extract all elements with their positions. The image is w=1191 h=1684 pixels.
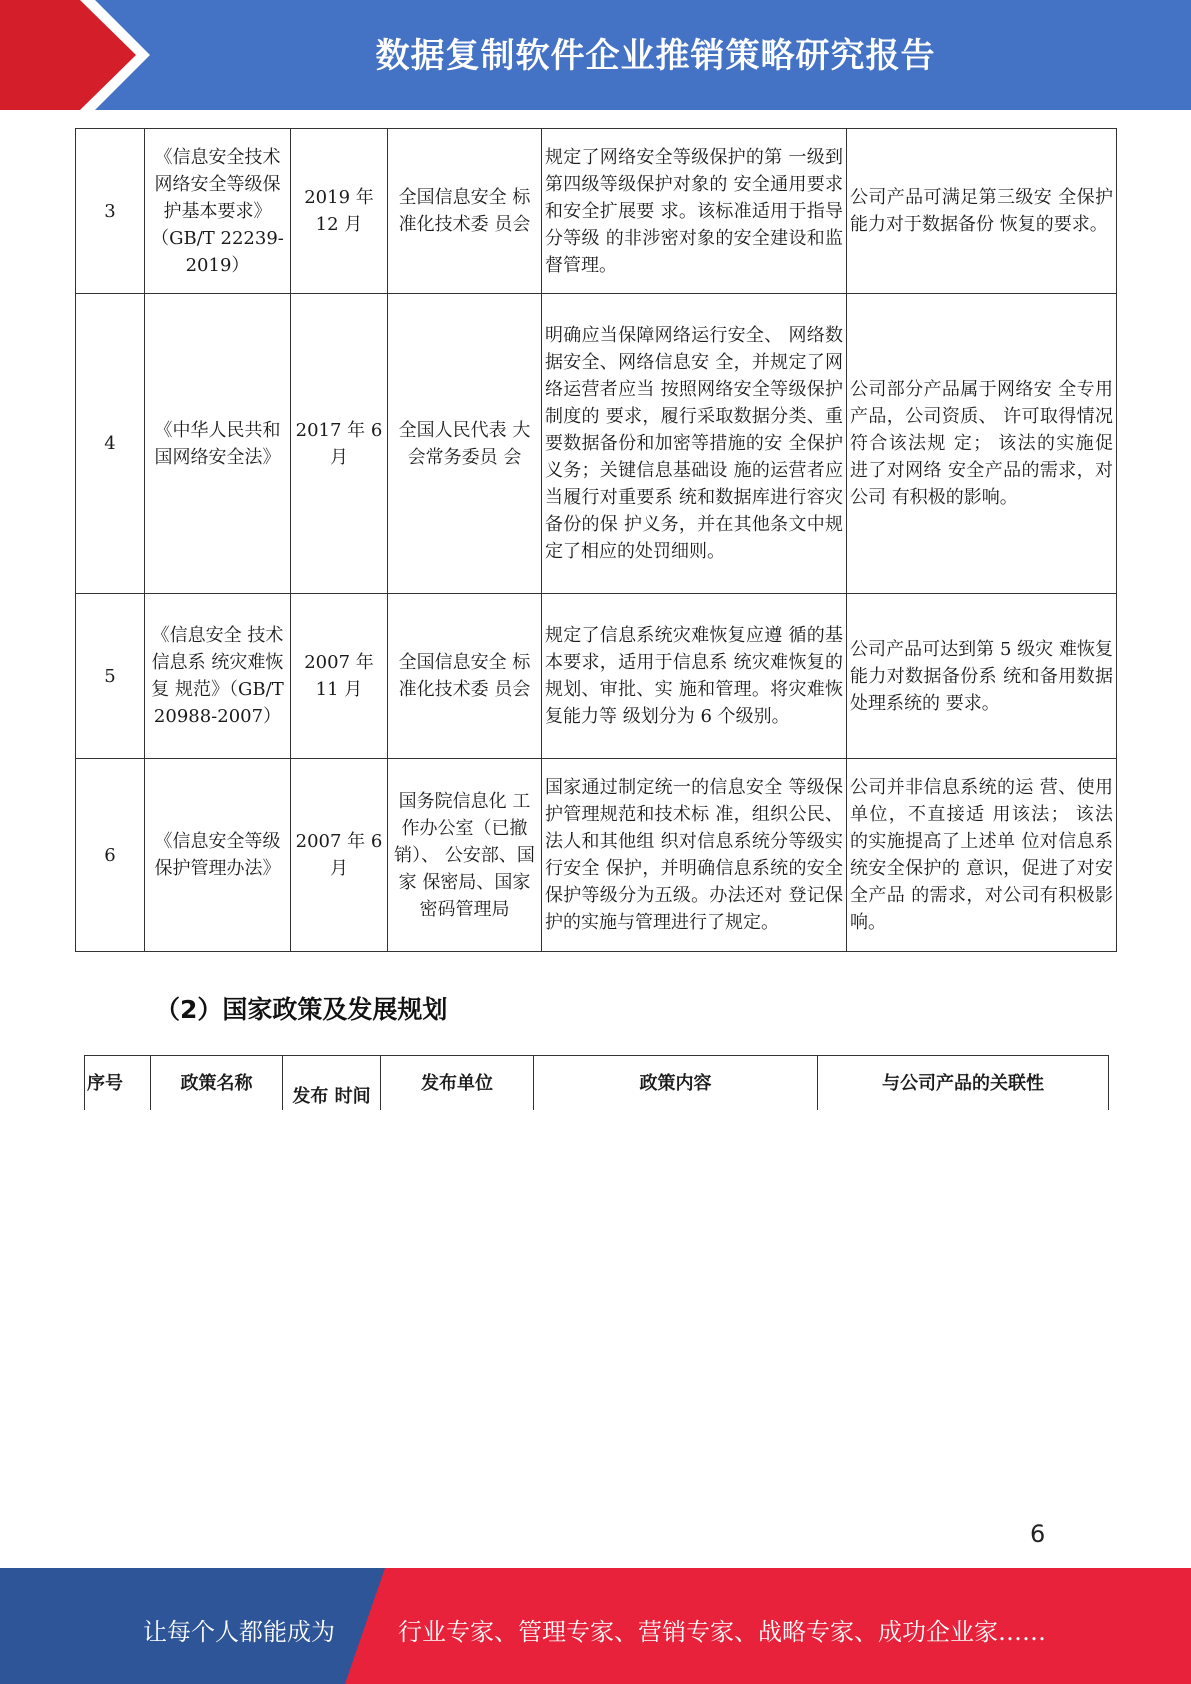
column-header-relevance: 与公司产品的关联性: [818, 1056, 1109, 1111]
regulation-content: 明确应当保障网络运行安全、 网络数据安全、网络信息安 全，并规定了网络运营者应当 按照网络安全等级保护制度的 要求，履行采取数据分类、重 要数据备份和加密等措施的安 全保护义务；关键信息基础设 施的运营者应当履行对重要系 统和数据库进行容灾备份的保 护义务，并在其他条文中规定了相应的处罚细则。: [542, 294, 847, 594]
publish-date: 2017 年 6 月: [291, 294, 388, 594]
product-relevance: 公司部分产品属于网络安 全专用产品，公司资质、 许可取得情况符合该法规 定； 该法的实施促进了对网络 安全产品的需求，对公司 有积极的影响。: [847, 294, 1117, 594]
publisher: 全国信息安全 标准化技术委 员会: [388, 129, 542, 294]
page-number: 6: [1030, 1520, 1046, 1548]
product-relevance: 公司并非信息系统的运 营、使用单位，不直接适 用该法； 该法的实施提高了上述单 位对信息系统安全保护的 意识，促进了对安全产品 的需求，对公司有积极影响。: [847, 759, 1117, 952]
regulation-name: [145, 129, 291, 294]
policy-table: [84, 1055, 1109, 1110]
regulation-name: 《信息安全等级保护管理办法》: [145, 759, 291, 952]
regulation-table: [75, 128, 1117, 952]
row-number: 6: [76, 759, 145, 952]
row-number: 4: [76, 294, 145, 594]
document-title: 数据复制软件企业推销策略研究报告: [375, 36, 936, 76]
publisher: 全国信息安全 标准化技术委 员会: [388, 594, 542, 759]
product-relevance: 公司产品可达到第 5 级灾 难恢复能力对数据备份系 统和备用数据处理系统的 要求。: [847, 594, 1117, 759]
column-header-policy-name: 政策名称: [151, 1056, 283, 1111]
column-header-publish-time: 发布 时间: [283, 1056, 381, 1111]
table-row: [76, 594, 1117, 759]
header-chevron: [0, 0, 136, 110]
regulation-content: 规定了信息系统灾难恢复应遵 循的基本要求，适用于信息系 统灾难恢复的规划、审批、实 施和管理。将灾难恢复能力等 级划分为 6 个级别。: [542, 594, 847, 759]
footer-slogan-left: 让每个人都能成为: [143, 1618, 335, 1646]
publish-date: 2007 年 11 月: [291, 594, 388, 759]
row-number: 5: [76, 594, 145, 759]
page-footer: [0, 1568, 1191, 1684]
column-header-index: 序号: [85, 1056, 151, 1111]
publish-date: 2019 年 12 月: [291, 129, 388, 294]
table-row: [76, 294, 1117, 594]
regulation-name: 《信息安全 技术信息系 统灾难恢复 规范》（GB/T 20988-2007）: [145, 594, 291, 759]
page-header: [0, 0, 1191, 110]
column-header-policy-content: 政策内容: [534, 1056, 818, 1111]
table-row: [76, 759, 1117, 952]
regulation-name: 《中华人民共和国网络安全法》: [145, 294, 291, 594]
column-header-publisher: 发布单位: [381, 1056, 534, 1111]
policy-table-header-row: [85, 1056, 1109, 1111]
section-heading: （2）国家政策及发展规划: [155, 995, 448, 1024]
regulation-name-text: 《信息安全技术网络安全等级保护基本要求》（GB/T 22239-2019）: [151, 146, 284, 276]
publisher: 国务院信息化 工作办公室（已撤销）、 公安部、国家 保密局、国家 密码管理局: [388, 759, 542, 952]
product-relevance: 公司产品可满足第三级安 全保护能力对于数据备份 恢复的要求。: [847, 129, 1117, 294]
publisher: 全国人民代表 大会常务委员 会: [388, 294, 542, 594]
row-number: 3: [76, 129, 145, 294]
regulation-content: 规定了网络安全等级保护的第 一级到第四级等级保护对象的 安全通用要求和安全扩展要 求。该标准适用于指导分等级 的非涉密对象的安全建设和监 督管理。: [542, 129, 847, 294]
footer-slogan-right: 行业专家、管理专家、营销专家、战略专家、成功企业家……: [398, 1618, 1046, 1646]
regulation-content: 国家通过制定统一的信息安全 等级保护管理规范和技术标 准，组织公民、法人和其他组 织对信息系统分等级实行安全 保护，并明确信息系统的安全 保护等级分为五级。办法还对 登记保护的实施与管理进行了规定。: [542, 759, 847, 952]
table-row: [76, 129, 1117, 294]
publish-date: 2007 年 6 月: [291, 759, 388, 952]
